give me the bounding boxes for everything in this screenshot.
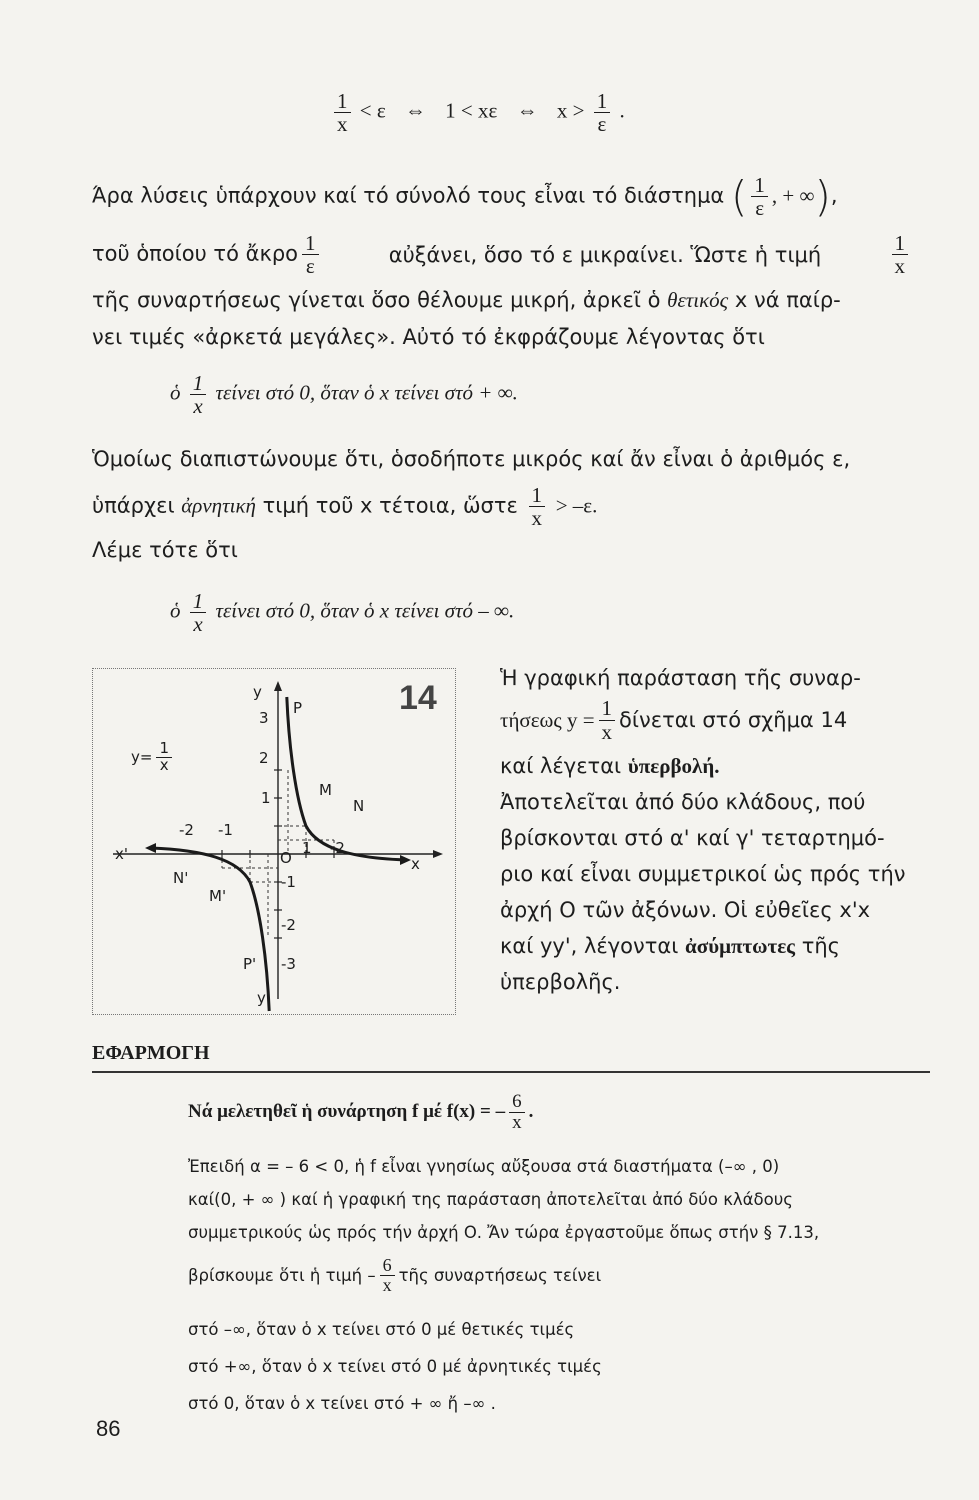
fraction-1-over-x: $\frac{1}{x}$: [599, 697, 616, 742]
inequality-line: [330, 90, 625, 135]
side-l8b: ἀσύμπτωτες: [685, 934, 796, 958]
body-line-4: [188, 1249, 819, 1301]
fraction-1-over-x: $\frac{1}{x}$: [334, 90, 351, 135]
exercise-body: [188, 1150, 819, 1422]
body-tail: [188, 1311, 819, 1422]
line4-italic: θετικός: [667, 288, 729, 312]
tick-label: 1: [302, 839, 312, 857]
tick-label: -2: [330, 839, 345, 857]
line4-c: x νά παίρ-: [734, 288, 841, 312]
hyperbola-graph: [93, 669, 455, 1014]
fraction-1-over-eps: $\frac{1}{\varepsilon}$: [594, 90, 611, 135]
line2-text: Άρα λύσεις ὑπάρχουν καί τό σύνολό τους εἶναι τό διάστημα: [92, 183, 725, 208]
side-line: ὑπερβολῆς.: [500, 970, 621, 994]
fraction-1-over-x: $\frac{1}{x}$: [190, 590, 207, 635]
section-title: ΕΦΑΡΜΟΓΗ: [92, 1042, 210, 1064]
body-l4b: τῆς συναρτήσεως τείνει: [398, 1265, 602, 1285]
x-gt: x >: [556, 98, 585, 123]
lim1-o: ὁ: [170, 380, 181, 405]
body-line: καί(0, + ∞ ) καί ἡ γραφική της παράσταση ἀποτελεῖται ἀπό δύο κλάδους: [188, 1190, 793, 1209]
line7-a: ὑπάρχει: [92, 493, 175, 518]
lt-eps: < ε: [359, 98, 386, 123]
text-line-8: Λέμε τότε ὅτι: [92, 538, 238, 562]
tick-label: 1: [261, 789, 271, 807]
side-line: Ἡ γραφική παράσταση τῆς συναρ-: [500, 666, 861, 690]
fraction-1-over-x: $\frac{1}{x}$: [892, 232, 909, 277]
text-line-2: [92, 172, 838, 221]
point-label-m: M: [319, 781, 332, 799]
body-line: συμμετρικούς ὡς πρός τήν ἀρχή Ο. Ἄν τώρα ἐργαστοῦμε ὅπως στήν § 7.13,: [188, 1223, 820, 1242]
hyperbola-branch-third-quadrant: [151, 848, 269, 1011]
line4-a: τῆς συναρτήσεως γίνεται ὅσο θέλουμε μικρή, ἀρκεῖ ὁ: [92, 288, 661, 312]
y-prime-label: y': [257, 989, 271, 1007]
limit-statement-2: [170, 590, 514, 635]
text-line-7: [92, 484, 597, 529]
mid-inequality: 1 < xε: [445, 98, 498, 123]
fraction-6-over-x: $\frac{6}{x}$: [380, 1256, 395, 1295]
body-l4a: βρίσκουμε ὅτι ἡ τιμή –: [188, 1265, 376, 1285]
comma: ,: [830, 183, 838, 208]
body-line: στό +∞, ὅταν ὁ x τείνει στό 0 μέ ἀρνητικές τιμές: [188, 1357, 602, 1376]
fraction-1-over-x: $\frac{1}{x}$: [190, 372, 207, 417]
origin-label: O: [280, 849, 292, 867]
side-text: [500, 660, 905, 1000]
line7-d: > –ε.: [555, 493, 598, 518]
iff-symbol: ⇔: [404, 98, 426, 123]
iff-symbol: ⇔: [516, 98, 538, 123]
section-rule: [92, 1071, 930, 1073]
side-l8c: τῆς: [801, 934, 841, 958]
interval-tail: , + ∞: [771, 183, 815, 208]
fraction-1-over-eps: $\frac{1}{\varepsilon}$: [751, 174, 768, 219]
text-line-6: Ὁμοίως διαπιστώνουμε ὅτι, ὁσοδήποτε μικρός καί ἄν εἶναι ὁ ἀριθμός ε,: [92, 447, 851, 471]
function-label: y= $\frac{1}{x}$: [131, 741, 176, 774]
side-l3b: ὑπερβολή.: [627, 754, 720, 778]
x-axis-arrow: [433, 850, 443, 858]
line7-c: τιμή τοῦ x τέτοια, ὥστε: [262, 493, 518, 518]
body-line: Ἐπειδή α = – 6 < 0, ἡ f εἶναι γνησίως αὔξουσα στά διαστήματα (–∞ , 0): [188, 1157, 780, 1176]
hyperbola-figure: [92, 668, 456, 1015]
tick-label: -3: [281, 955, 296, 973]
tick-label: -2: [281, 916, 296, 934]
side-l8a: καί yy', λέγονται: [500, 934, 679, 958]
side-line: ἀρχή Ο τῶν ἀξόνων. Οἱ εὐθεῖες x'x: [500, 898, 871, 922]
side-l2a: τήσεως y =: [500, 708, 595, 732]
fraction-6-over-x: $\frac{6}{x}$: [509, 1092, 525, 1133]
tick-label: 3: [259, 709, 269, 727]
right-paren: ): [814, 172, 831, 221]
figure-number: 14: [399, 679, 437, 717]
side-line-3: [500, 748, 905, 784]
side-line: βρίσκονται στό α' καί γ' τεταρτημό-: [500, 826, 885, 850]
point-label-p: P: [293, 699, 303, 717]
tick-label: 2: [259, 749, 269, 767]
point-label-m-prime: M': [209, 887, 227, 905]
page-number: 86: [96, 1416, 121, 1441]
x-axis-label: x: [411, 855, 420, 873]
line3-left: [92, 232, 323, 277]
point-label-n: N: [353, 797, 365, 815]
exercise-text: Νά μελετηθεῖ ἡ συνάρτηση f μέ f(x) = –: [188, 1101, 506, 1123]
text-line-3: [92, 232, 912, 277]
line3-a: τοῦ ὁποίου τό ἄκρο: [92, 241, 299, 266]
tick-label: -1: [281, 873, 296, 891]
dot: .: [528, 1101, 534, 1123]
y-axis-arrow: [274, 681, 282, 691]
tick-label: -1: [218, 821, 233, 839]
tick-label: -2: [179, 821, 194, 839]
lim2-text: τείνει στό 0, ὅταν ὁ x τείνει στό – ∞.: [215, 598, 515, 623]
text-line-5: νει τιμές «ἀρκετά μεγάλες». Αὐτό τό ἐκφράζουμε λέγοντας ὅτι: [92, 325, 765, 349]
lim1-text: τείνει στό 0, ὅταν ὁ x τείνει στό + ∞.: [215, 380, 518, 405]
side-l3a: καί λέγεται: [500, 754, 622, 778]
point-label-p-prime: P': [243, 955, 257, 973]
body-line: στό 0, ὅταν ὁ x τείνει στό + ∞ ἤ –∞ .: [188, 1394, 496, 1413]
line3-b: αὐξάνει, ὅσο τό ε μικραίνει. Ὥστε ἡ τιμή: [388, 242, 822, 267]
line7-italic: ἀρνητική: [181, 493, 256, 518]
body-line: στό –∞, ὅταν ὁ x τείνει στό 0 μέ θετικές τιμές: [188, 1320, 575, 1339]
hyperbola-branch-first-quadrant: [287, 697, 405, 860]
side-l2b: δίνεται στό σχῆμα 14: [619, 708, 848, 732]
side-line: Ἀποτελεῖται ἀπό δύο κλάδους, πού: [500, 790, 866, 814]
text-line-4: [92, 288, 841, 313]
branch-arrow: [145, 843, 156, 853]
side-line-2: [500, 696, 905, 744]
side-line: ριο καί εἶναι συμμετρικοί ὡς πρός τήν: [500, 862, 906, 886]
x-prime-label: x': [115, 845, 129, 863]
fn-label-text: y=: [131, 748, 153, 767]
lim2-o: ὁ: [170, 598, 181, 623]
dot: .: [619, 98, 625, 123]
exercise-statement: [188, 1092, 533, 1133]
y-axis-label: y: [253, 683, 262, 701]
branch-arrow: [400, 855, 411, 865]
fraction-1-over-eps: $\frac{1}{\varepsilon}$: [302, 232, 319, 277]
fraction-1-over-x: $\frac{1}{x}$: [529, 484, 546, 529]
left-paren: (: [730, 172, 748, 221]
limit-statement-1: [170, 372, 518, 417]
point-label-n-prime: N': [173, 869, 189, 887]
side-line-8: [500, 928, 905, 964]
